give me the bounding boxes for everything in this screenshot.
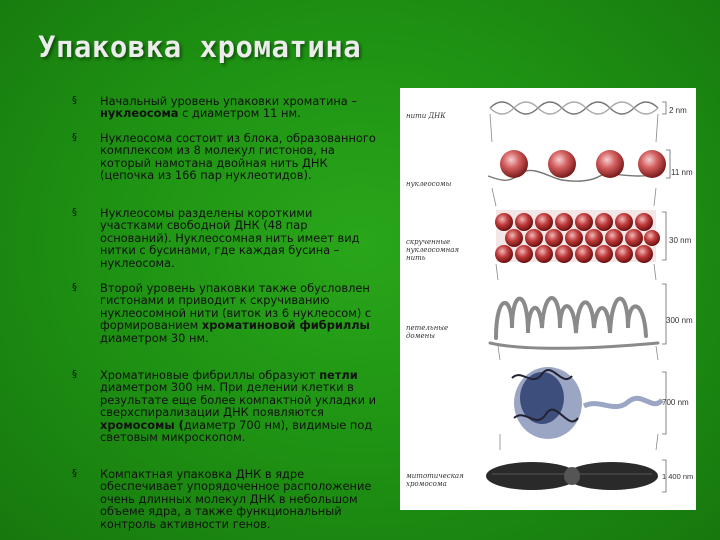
label-dna-strand: нити ДНК	[406, 112, 446, 120]
bullet-marker-icon: §	[72, 468, 77, 479]
bullet-item: § Нуклеосома состоит из блока, образованного комплексом из 8 молекул гистонов, на который намотана двойная нить ДНК (цепочка из 166 пар нуклеотидов).	[72, 131, 376, 183]
bullet-item: § Второй уровень упаковки также обусловлен гистонами и приводит к скручиванию нуклеосомной нити (виток из 6 нуклеосом) с формированием хроматиновой фибриллы диаметром 30 нм.	[72, 281, 372, 345]
bullet-marker-icon: §	[72, 282, 77, 293]
bullet-marker-icon: §	[72, 207, 77, 218]
bullet-item: § Хроматиновые фибриллы образуют петли диаметром 300 нм. При делении клетки в результате еще более компактной укладки и сверхспирализации ДНК появляются хромосомы (диаметр 700 нм), видимые под световым микроскопом.	[72, 368, 377, 445]
bullet-list	[72, 95, 377, 530]
bullet-item: § Начальный уровень упаковки хроматина – нуклеосома с диаметром 11 нм.	[72, 94, 358, 121]
condensed-chromatin-icon	[512, 367, 662, 439]
scale-30nm: 30 nm	[669, 236, 692, 245]
label-coiled-fiber: скрученные нуклеосомная нить	[406, 238, 460, 262]
bullet-item: § Компактная упаковка ДНК в ядре обеспечивает упорядоченное расположение очень длинных молекул ДНК в небольшом объеме ядра, а также функциональный контроль активности генов.	[72, 467, 372, 531]
nucleosome-beads-icon	[488, 150, 666, 181]
bullet-marker-icon: §	[72, 95, 77, 106]
scale-1400nm: 1 400 nm	[662, 472, 694, 481]
bullet-marker-icon: §	[72, 132, 77, 143]
dna-helix-icon	[490, 102, 658, 114]
label-loop-domains: петельные домены	[406, 324, 449, 340]
bullet-item: § Нуклеосомы разделены короткими участками свободной ДНК (48 пар оснований). Нуклеосомная нить имеет вид нитки с бусинами, где каждая бусина – нуклеосома.	[72, 206, 360, 270]
slide-title: Упаковка хроматина	[38, 30, 362, 64]
label-chromosome: митотическая хромосома	[406, 472, 464, 488]
label-nucleosomes: нуклеосомы	[406, 180, 452, 188]
scale-700nm: 700 nm	[662, 398, 689, 407]
looped-domains-icon	[490, 298, 658, 348]
bullet-marker-icon: §	[72, 369, 77, 380]
scale-2nm: 2 nm	[669, 106, 687, 115]
chromatin-fiber-icon	[495, 210, 660, 263]
scale-300nm: 300 nm	[666, 316, 693, 325]
chromatin-packing-figure	[400, 88, 696, 510]
chromatin-illustration	[400, 88, 696, 510]
chromosome-icon	[486, 462, 658, 490]
scale-11nm: 11 nm	[671, 168, 693, 177]
